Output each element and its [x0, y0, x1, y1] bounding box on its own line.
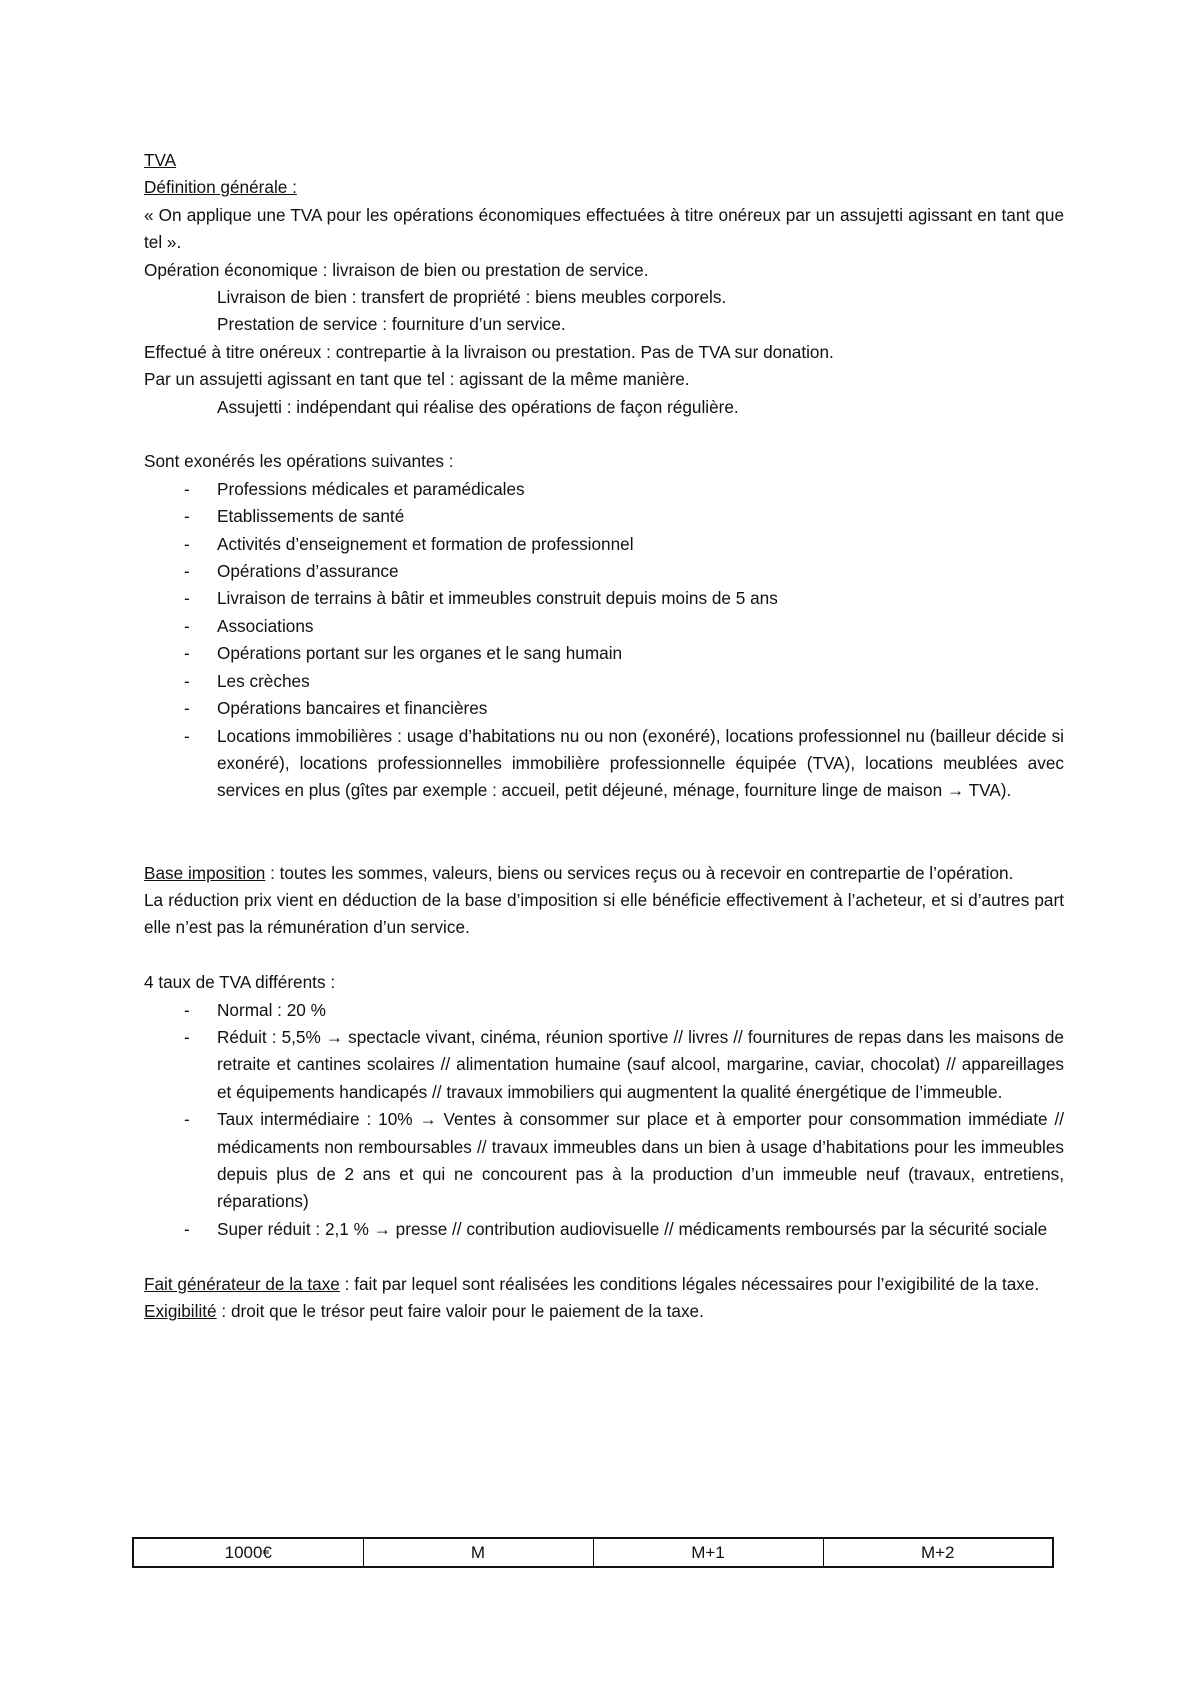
arrow-right-icon: →	[946, 780, 965, 801]
list-item-text: Activités d’enseignement et formation de professionnel	[217, 533, 634, 554]
spacer	[144, 421, 1064, 448]
list-item-text: Opérations bancaires et financières	[217, 698, 488, 719]
table-cell-month: M	[363, 1538, 593, 1567]
arrow-right-icon: →	[325, 1026, 344, 1047]
document-body	[144, 147, 1064, 1325]
list-item-text: Les crèches	[217, 670, 310, 691]
table-cell-amount: 1000€	[133, 1538, 363, 1567]
list-item	[144, 476, 1064, 503]
exemptions-list	[144, 476, 1064, 805]
dash-bullet: -	[184, 1218, 190, 1239]
arrow-right-icon: →	[419, 1109, 437, 1130]
definition-heading: Définition générale :	[144, 177, 297, 198]
rate-inter-label: Taux intermédiaire : 10%	[217, 1109, 413, 1130]
exigibilite-label: Exigibilité	[144, 1301, 217, 1321]
list-item-text: Professions médicales et paramédicales	[217, 478, 525, 499]
rates-list	[144, 997, 1064, 1244]
rate-inter-text: Ventes à consommer sur place et à emporter pour consommation immédiate // médicaments non remboursables // travaux immeubles dans un bien à usage d’habitations pour les immeubles depuis plus de 2 ans et qui ne concourent pas à la production d’un immeuble neuf (travaux, entretiens, réparations)	[217, 1109, 1064, 1212]
operation-economique-line: Opération économique : livraison de bien ou prestation de service.	[144, 259, 649, 280]
page-title: TVA	[144, 150, 177, 170]
exigibilite-text: : droit que le trésor peut faire valoir pour le paiement de la taxe.	[221, 1301, 704, 1321]
livraison-line: Livraison de bien : transfert de propriété : biens meubles corporels.	[217, 287, 727, 308]
rate-intermediaire	[144, 1106, 1064, 1216]
list-item	[144, 585, 1064, 612]
list-item	[144, 640, 1064, 667]
dash-bullet: -	[184, 478, 190, 499]
list-item	[144, 695, 1064, 722]
rate-super-reduit	[144, 1216, 1064, 1243]
dash-bullet: -	[184, 533, 190, 554]
dash-bullet: -	[184, 506, 190, 527]
base-imposition-text: : toutes les sommes, valeurs, biens ou services reçus ou à recevoir en contrepartie de l’opération.	[270, 862, 1014, 883]
fait-generateur-text: : fait par lequel sont réalisées les conditions légales nécessaires pour l’exigibilité de la taxe.	[344, 1273, 1040, 1294]
rate-normal	[144, 997, 1064, 1024]
dash-bullet: -	[184, 725, 190, 746]
rate-reduit-label: Réduit : 5,5%	[217, 1026, 321, 1047]
table-row	[133, 1538, 1053, 1567]
fait-generateur-label: Fait générateur de la taxe	[144, 1273, 340, 1294]
list-item-locations	[144, 723, 1064, 805]
spacer	[144, 805, 1064, 860]
list-item-text: Livraison de terrains à bâtir et immeubles construit depuis moins de 5 ans	[217, 588, 778, 609]
definition-quote: « On applique une TVA pour les opérations économiques effectuées à titre onéreux par un assujetti agissant en tant que tel ».	[144, 204, 1064, 253]
exigibilite-paragraph	[144, 1298, 1064, 1325]
spacer	[144, 942, 1064, 969]
rate-reduit	[144, 1024, 1064, 1106]
dash-bullet: -	[184, 1109, 190, 1130]
base-imposition-paragraph	[144, 860, 1064, 887]
spacer	[144, 1243, 1064, 1270]
rate-normal-text: Normal : 20 %	[217, 999, 326, 1020]
list-item-text: Opérations portant sur les organes et le sang humain	[217, 643, 623, 664]
dash-bullet: -	[184, 588, 190, 609]
dash-bullet: -	[184, 698, 190, 719]
list-item	[144, 558, 1064, 585]
list-item-text: Etablissements de santé	[217, 506, 405, 527]
rate-super-label: Super réduit : 2,1 %	[217, 1218, 369, 1239]
dash-bullet: -	[184, 561, 190, 582]
reduction-paragraph: La réduction prix vient en déduction de la base d’imposition si elle bénéficie effectivement à l’acheteur, et si d’autres part elle n’est pas la rémunération d’un service.	[144, 889, 1064, 938]
assujetti-line: Par un assujetti agissant en tant que tel : agissant de la même manière.	[144, 369, 690, 390]
base-imposition-label: Base imposition	[144, 862, 266, 883]
locations-text: Locations immobilières : usage d’habitations nu ou non (exonéré), locations professionnel nu (bailleur décide si exonéré), locations professionnelles immobilière professionnelle équipée (TVA), locations meublées avec services en plus (gîtes par exemple : accueil, petit déjeuné, ménage, fourniture linge de maison	[217, 725, 1064, 801]
list-item	[144, 503, 1064, 530]
list-item	[144, 531, 1064, 558]
locations-text-end: TVA).	[968, 780, 1012, 801]
list-item	[144, 668, 1064, 695]
table-cell-month-plus-1: M+1	[593, 1538, 823, 1567]
dash-bullet: -	[184, 670, 190, 691]
timeline-table	[132, 1537, 1054, 1568]
table-cell-month-plus-2: M+2	[823, 1538, 1053, 1567]
list-item-text: Associations	[217, 615, 314, 636]
rate-reduit-text: spectacle vivant, cinéma, réunion sportive // livres // fournitures de repas dans les maisons de retraite et cantines scolaires // alimentation humaine (sauf alcool, margarine, caviar, chocolat) // appareillages et équipements handicapés // travaux immobiliers qui augmentent la qualité énergétique de l’immeuble.	[217, 1026, 1064, 1102]
arrow-right-icon: →	[373, 1218, 391, 1239]
dash-bullet: -	[184, 643, 190, 664]
fait-generateur-paragraph	[144, 1271, 1064, 1298]
exemptions-heading: Sont exonérés les opérations suivantes :	[144, 451, 454, 472]
prestation-line: Prestation de service : fourniture d’un service.	[217, 314, 566, 335]
dash-bullet: -	[184, 999, 190, 1020]
dash-bullet: -	[184, 615, 190, 636]
onereux-line: Effectué à titre onéreux : contrepartie à la livraison ou prestation. Pas de TVA sur donation.	[144, 341, 834, 362]
list-item-text: Opérations d’assurance	[217, 561, 399, 582]
rate-super-text: presse // contribution audiovisuelle // médicaments remboursés par la sécurité sociale	[395, 1218, 1048, 1239]
list-item	[144, 613, 1064, 640]
dash-bullet: -	[184, 1026, 190, 1047]
rates-heading: 4 taux de TVA différents :	[144, 972, 336, 993]
assujetti-definition-line: Assujetti : indépendant qui réalise des opérations de façon régulière.	[217, 396, 739, 417]
